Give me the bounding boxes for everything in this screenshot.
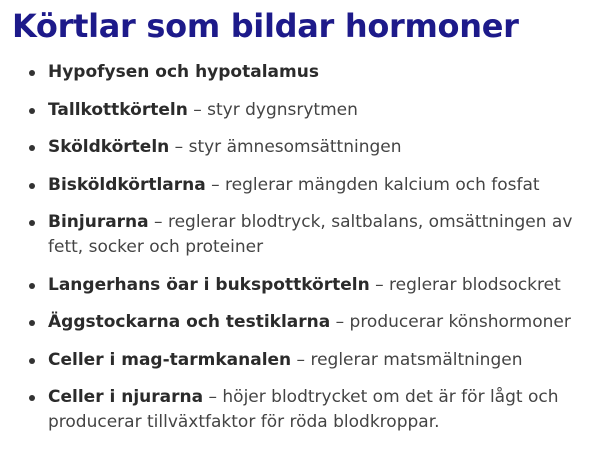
gland-name: Celler i njurarna <box>48 387 204 407</box>
list-item <box>0 348 600 373</box>
list-item <box>0 98 600 123</box>
gland-name: Celler i mag-tarmkanalen <box>48 349 292 370</box>
gland-description: – höjer blodtrycket om det är för lågt och producerar tillväxtfaktor för röda blodkroppar. <box>48 387 559 432</box>
gland-name: Tallkottkörteln <box>48 99 188 120</box>
gland-description: – reglerar blodtryck, saltbalans, omsättningen av fett, socker och proteiner <box>48 212 573 257</box>
list-item <box>0 310 600 335</box>
gland-description: – reglerar blodsockret <box>369 274 561 295</box>
list-item <box>0 273 600 298</box>
gland-description: – styr dygnsrytmen <box>187 99 358 120</box>
gland-list <box>0 60 600 448</box>
list-item <box>0 385 600 435</box>
gland-name: Hypofysen och hypotalamus <box>48 62 319 82</box>
bullet-icon <box>29 183 35 189</box>
gland-description: – styr ämnesomsättningen <box>169 137 402 157</box>
bullet-icon <box>29 358 35 364</box>
bullet-icon <box>29 70 35 76</box>
gland-name: Bisköldkörtlarna <box>48 174 206 195</box>
gland-name: Langerhans öar i bukspottkörteln <box>48 274 370 295</box>
bullet-icon <box>29 395 35 401</box>
gland-description: – reglerar mängden kalcium och fosfat <box>205 174 540 195</box>
gland-name: Binjurarna <box>48 212 149 232</box>
bullet-icon <box>29 283 35 289</box>
gland-name: Äggstockarna och testiklarna <box>48 312 331 332</box>
list-item <box>0 135 600 160</box>
list-item <box>0 173 600 198</box>
gland-description: – reglerar matsmältningen <box>291 349 523 370</box>
gland-name: Sköldkörteln <box>48 137 170 157</box>
list-item <box>0 210 600 260</box>
bullet-icon <box>29 320 35 326</box>
page-title: Körtlar som bildar hormoner <box>12 7 519 45</box>
bullet-icon <box>29 220 35 226</box>
bullet-icon <box>29 108 35 114</box>
gland-description: – producerar könshormoner <box>330 312 571 332</box>
list-item <box>0 60 600 85</box>
bullet-icon <box>29 145 35 151</box>
